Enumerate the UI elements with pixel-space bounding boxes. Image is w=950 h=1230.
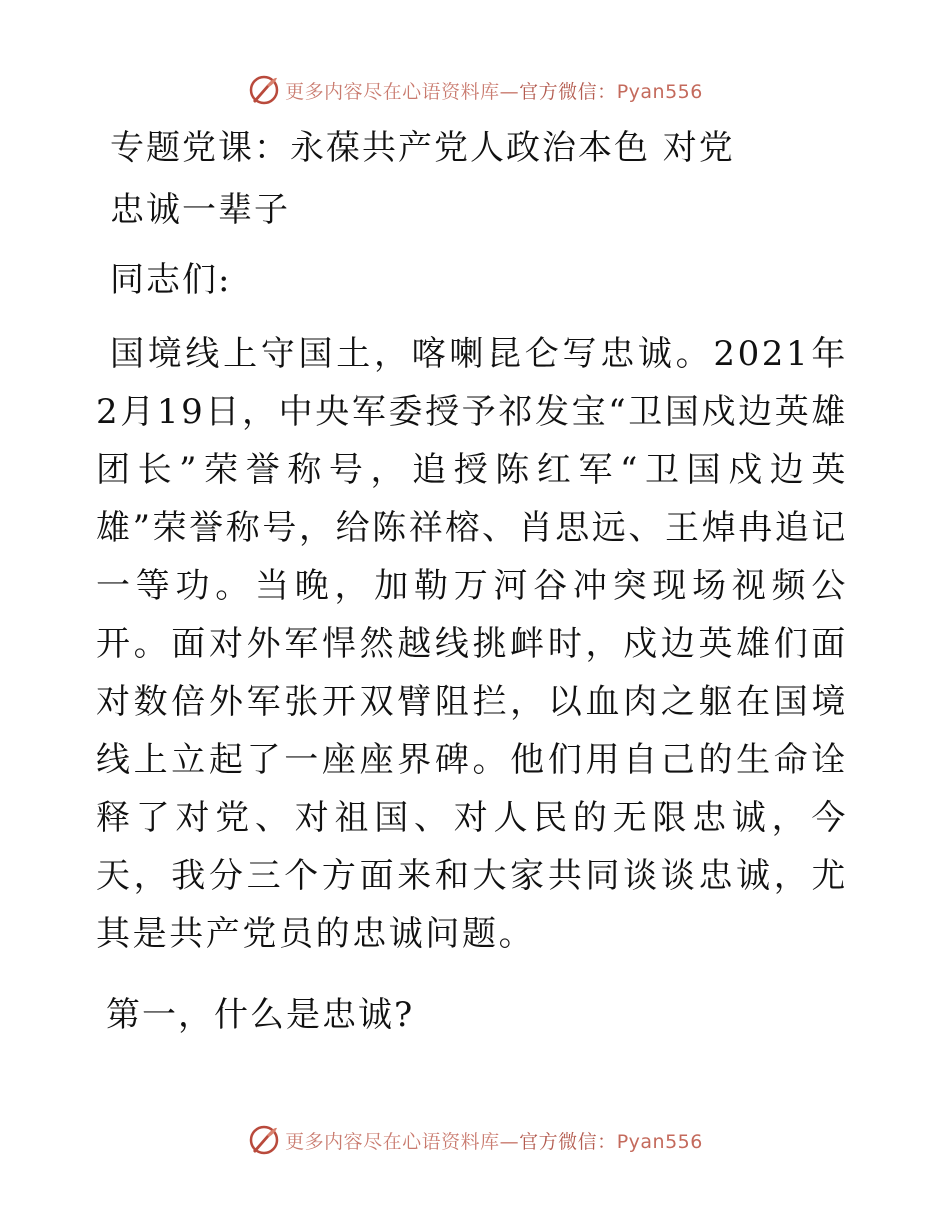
quill-pen-logo-icon xyxy=(247,1123,281,1157)
document-title-line-2: 忠诚一辈子 xyxy=(110,190,290,230)
section-heading-1: 第一，什么是忠诚? xyxy=(106,995,415,1035)
document-title-line-1: 专题党课：永葆共产党人政治本色 对党 xyxy=(110,128,735,168)
salutation: 同志们: xyxy=(110,260,232,300)
watermark-text: 更多内容尽在心语资料库—官方微信：Pyan556 xyxy=(285,1130,703,1153)
document-body xyxy=(96,118,856,1045)
body-paragraph-1: 国境线上守国土，喀喇昆仑写忠诚。2021年2月19日，中央军委授予祁发宝“卫国戍边英雄团长”荣誉称号，追授陈红军“卫国戍边英雄”荣誉称号，给陈祥榕、肖思远、王焯冉追记一等功。当晚，加勒万河谷冲突现场视频公开。面对外军悍然越线挑衅时，戍边英雄们面对数倍外军张开双臂阻拦，以血肉之躯在国境线上立起了一座座界碑。他们用自己的生命诠释了对党、对祖国、对人民的无限忠诚，今天，我分三个方面来和大家共同谈谈忠诚，尤其是共产党员的忠诚问题。 xyxy=(96,334,848,954)
quill-pen-logo-icon xyxy=(247,73,281,107)
watermark-text: 更多内容尽在心语资料库—官方微信：Pyan556 xyxy=(285,80,703,103)
footer-watermark xyxy=(0,1120,950,1160)
header-watermark xyxy=(0,70,950,110)
